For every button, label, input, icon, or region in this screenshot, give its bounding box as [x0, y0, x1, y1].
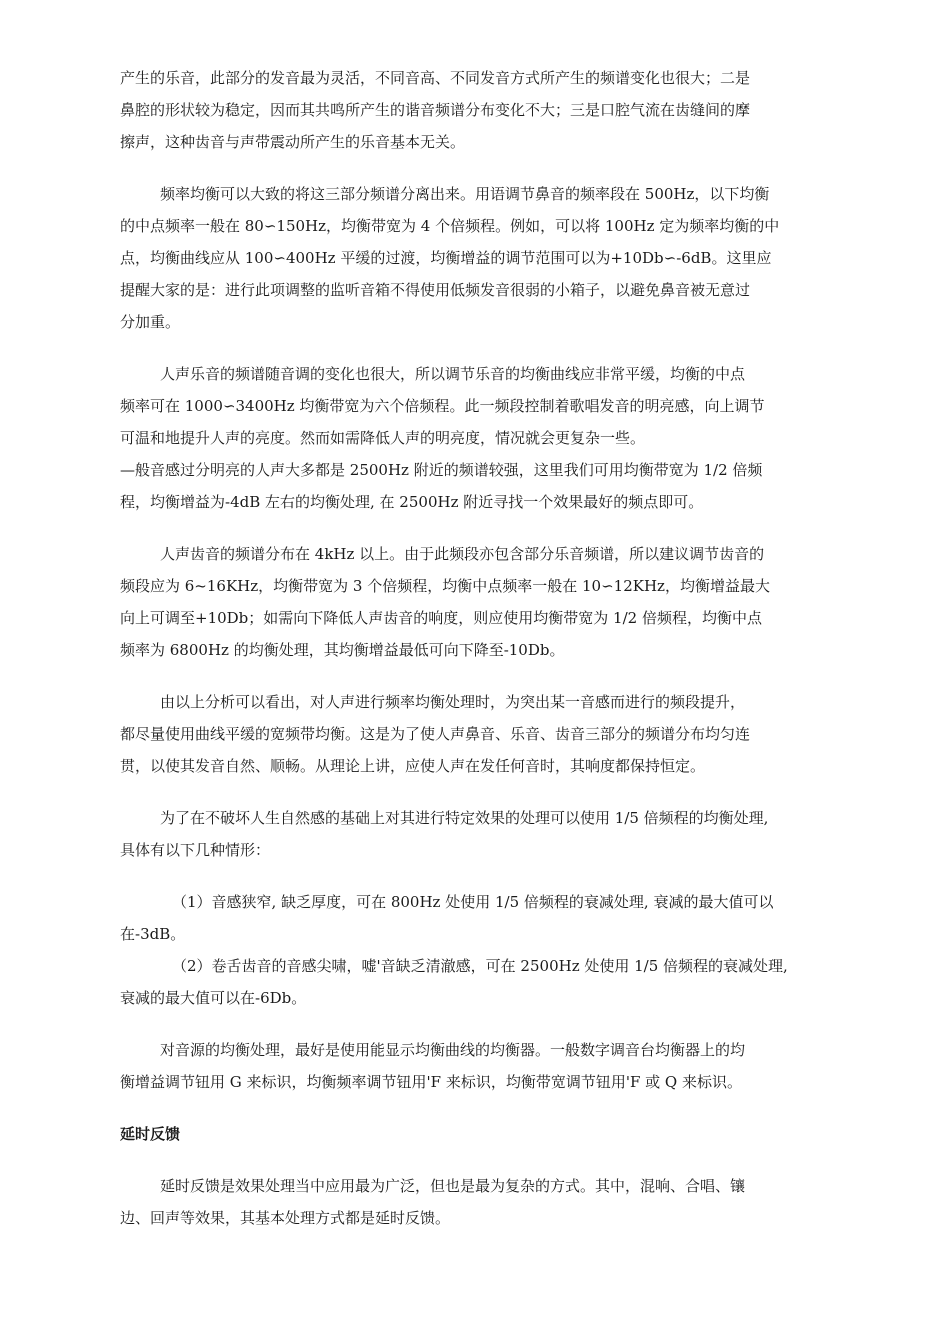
text-line: 向上可调至+10Db；如需向下降低人声齿音的响度，则应使用均衡带宽为 1/2 倍频程，均衡中点 — [120, 609, 762, 627]
text-line: （2）卷舌齿音的音感尖啸，嘘'音缺乏清澈感，可在 2500Hz 处使用 1/5 倍频程的衰减处理, — [172, 957, 788, 975]
text-line: 的中点频率一般在 80∽150Hz，均衡带宽为 4 个倍频程。例如，可以将 100Hz 定为频率均衡的中 — [120, 217, 780, 235]
paragraph-musical-tone-eq — [120, 358, 890, 518]
text-line: 边、回声等效果，其基本处理方式都是延时反馈。 — [120, 1209, 451, 1227]
text-line: 可温和地提升人声的亮度。然而如需降低人声的明亮度，情况就会更复杂一些。 — [120, 429, 646, 447]
paragraph-analysis-summary — [120, 686, 890, 782]
text-line: 频率为 6800Hz 的均衡处理，其均衡增益最低可向下降至-10Db。 — [120, 641, 565, 659]
text-line: 频率均衡可以大致的将这三部分频谱分离出来。用语调节鼻音的频率段在 500Hz，以下均衡 — [160, 185, 770, 203]
text-line: 频率可在 1000∽3400Hz 均衡带宽为六个倍频程。此一频段控制着歌唱发音的明亮感，向上调节 — [120, 397, 765, 415]
text-line: 产生的乐音，此部分的发音最为灵活，不同音高、不同发音方式所产生的频谱变化也很大；二是 — [120, 69, 751, 87]
text-line: 在-3dB。 — [120, 925, 186, 943]
text-line: 由以上分析可以看出，对人声进行频率均衡处理时，为突出某一音感而进行的频段提升， — [160, 693, 746, 711]
document-page — [120, 62, 890, 1254]
list-item-harsh-sibilance — [120, 950, 890, 1014]
text-line: （1）音感狭窄, 缺乏厚度，可在 800Hz 处使用 1/5 倍频程的衰减处理, 衰减的最大值可以 — [172, 893, 774, 911]
text-line: 分加重。 — [120, 313, 181, 331]
list-item-narrow-sound — [120, 886, 890, 950]
paragraph-fifth-octave-intro — [120, 802, 890, 866]
text-line: 对音源的均衡处理，最好是使用能显示均衡曲线的均衡器。一般数字调音台均衡器上的均 — [160, 1041, 746, 1059]
text-line: 频段应为 6~16KHz，均衡带宽为 3 个倍频程，均衡中点频率一般在 10∽12KHz，均衡增益最大 — [120, 577, 770, 595]
text-line: 衰减的最大值可以在-6Db。 — [120, 989, 307, 1007]
paragraph-eq-controls — [120, 1034, 890, 1098]
text-line: 程，均衡增益为-4dB 左右的均衡处理, 在 2500Hz 附近寻找一个效果最好的频点即可。 — [120, 493, 704, 511]
text-line: 人声乐音的频谱随音调的变化也很大，所以调节乐音的均衡曲线应非常平缓，均衡的中点 — [160, 365, 746, 383]
text-line: 都尽量使用曲线平缓的宽频带均衡。这是为了使人声鼻音、乐音、齿音三部分的频谱分布均匀连 — [120, 725, 751, 743]
text-line: 人声齿音的频谱分布在 4kHz 以上。由于此频段亦包含部分乐音频谱，所以建议调节齿音的 — [160, 545, 765, 563]
section-heading: 延时反馈 — [120, 1125, 181, 1143]
text-line: 提醒大家的是：进行此项调整的监听音箱不得使用低频发音很弱的小箱子，以避免鼻音被无意过 — [120, 281, 751, 299]
text-line: 擦声，这种齿音与声带震动所产生的乐音基本无关。 — [120, 133, 466, 151]
text-line: 具体有以下几种情形： — [120, 841, 271, 859]
text-line: 为了在不破坏人生自然感的基础上对其进行特定效果的处理可以使用 1/5 倍频程的均衡处理, — [160, 809, 769, 827]
text-line: 贯，以使其发音自然、顺畅。从理论上讲，应使人声在发任何音时，其响度都保持恒定。 — [120, 757, 706, 775]
paragraph-delay-feedback — [120, 1170, 890, 1234]
text-line: —般音感过分明亮的人声大多都是 2500Hz 附近的频谱较强，这里我们可用均衡带宽为 1/2 倍频 — [120, 461, 763, 479]
paragraph-voice-components — [120, 62, 890, 158]
text-line: 延时反馈是效果处理当中应用最为广泛，但也是最为复杂的方式。其中，混响、合唱、镶 — [160, 1177, 746, 1195]
text-line: 鼻腔的形状较为稳定，因而其共鸣所产生的谐音频谱分布变化不大；三是口腔气流在齿缝间的摩 — [120, 101, 751, 119]
paragraph-nasal-eq — [120, 178, 890, 338]
text-line: 点，均衡曲线应从 100∽400Hz 平缓的过渡，均衡增益的调节范围可以为+10Db∽-6dB。这里应 — [120, 249, 772, 267]
paragraph-sibilance-eq — [120, 538, 890, 666]
text-line: 衡增益调节钮用 G 来标识，均衡频率调节钮用'F 来标识，均衡带宽调节钮用'F 或 Q 来标识。 — [120, 1073, 742, 1091]
